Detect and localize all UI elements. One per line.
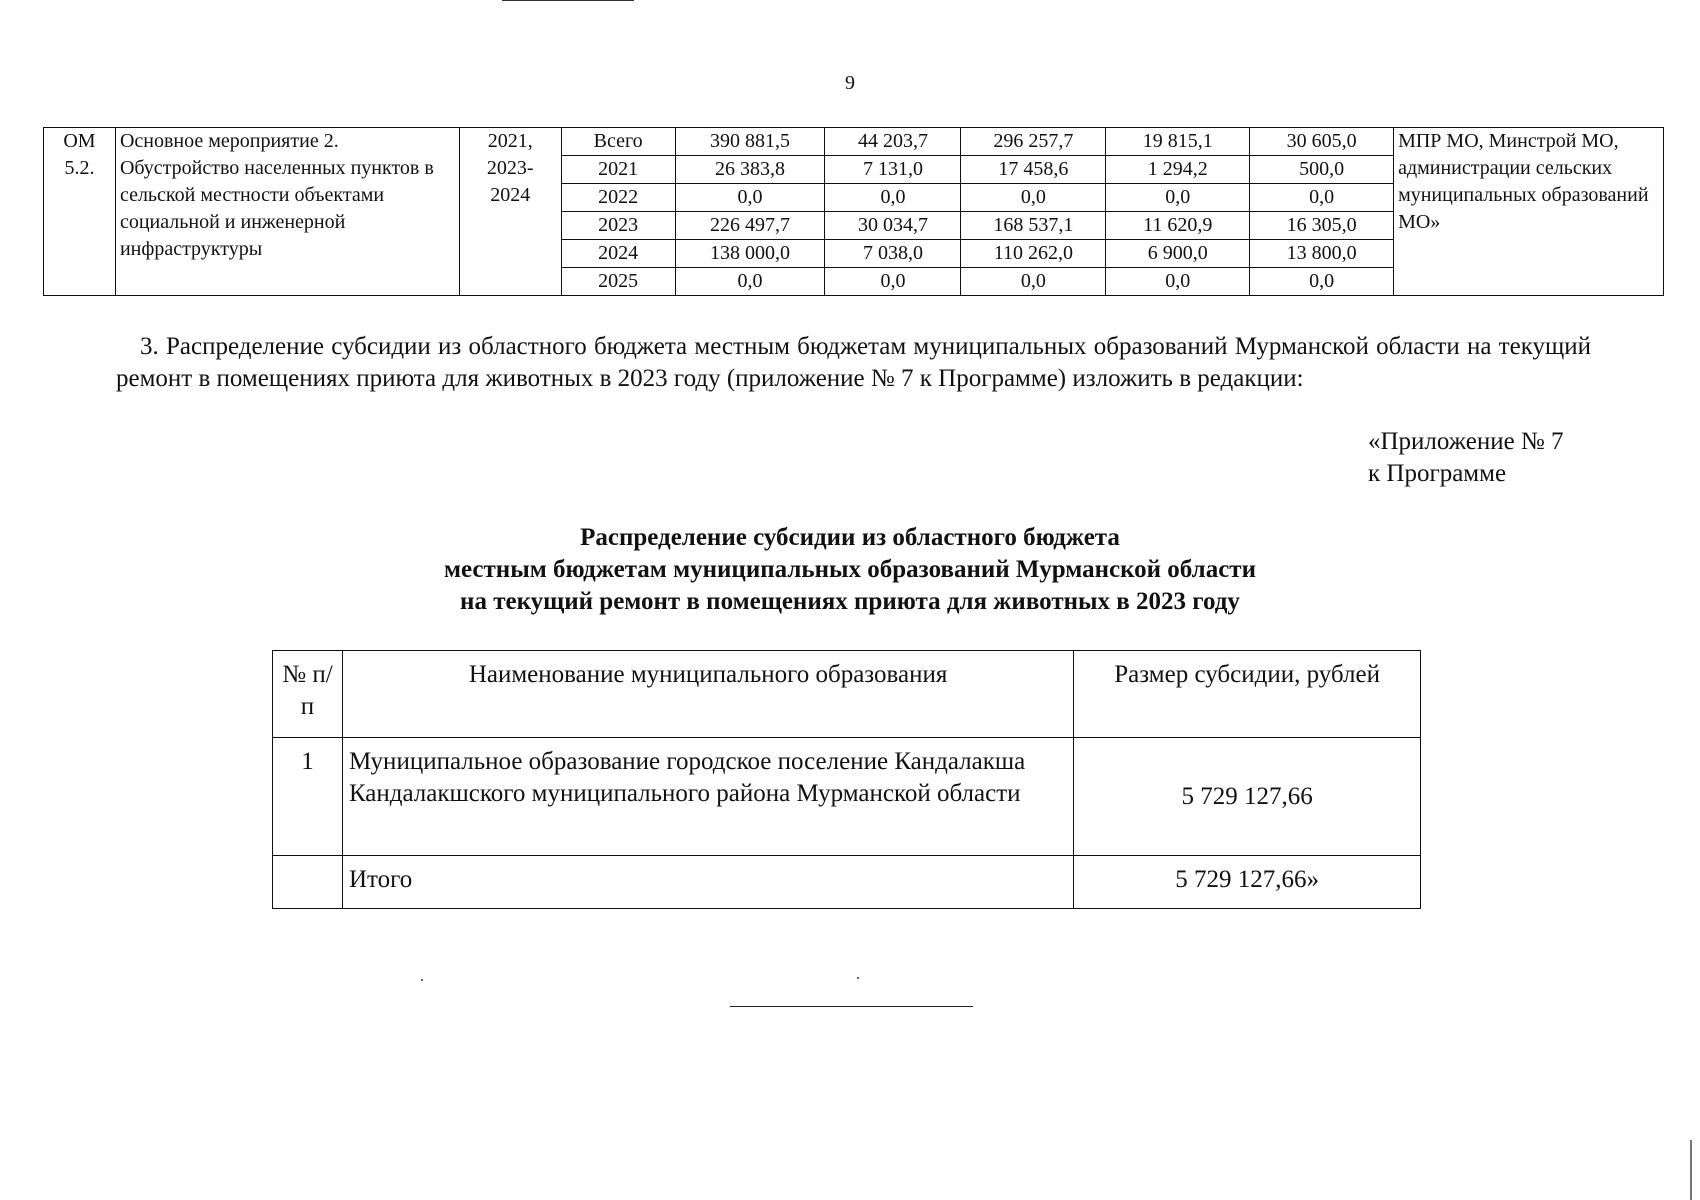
stray-dot	[421, 979, 423, 981]
table-header-row	[273, 651, 1421, 738]
value-cell: 138 000,0	[675, 240, 825, 268]
stray-dot	[857, 977, 859, 979]
year-cell: 2023	[561, 212, 675, 240]
bottom-rule	[730, 1006, 973, 1007]
header-num: № п/п	[273, 651, 343, 738]
value-cell: 390 881,5	[675, 128, 825, 156]
value-cell: 0,0	[825, 184, 961, 212]
year-cell: 2025	[561, 268, 675, 296]
header-amount: Размер субсидии, рублей	[1074, 651, 1421, 738]
value-cell: 7 038,0	[825, 240, 961, 268]
value-cell: 226 497,7	[675, 212, 825, 240]
amendment-paragraph: 3. Распределение субсидии из областного бюджета местным бюджетам муниципальных образований Мурманской области на текущий ремонт в помещениях приюта для животных в 2023 году (приложение № 7 к Программе) изложить в редакции:	[116, 333, 1591, 392]
value-cell: 30 605,0	[1250, 128, 1394, 156]
value-cell: 44 203,7	[825, 128, 961, 156]
value-cell: 26 383,8	[675, 156, 825, 184]
total-label: Итого	[342, 856, 1073, 909]
value-cell: 168 537,1	[961, 212, 1106, 240]
value-cell: 7 131,0	[825, 156, 961, 184]
program-executors: МПР МО, Минстрой МО, администрации сельских муниципальных образований МО»	[1394, 128, 1664, 296]
value-cell: 19 815,1	[1106, 128, 1250, 156]
year-cell: 2021	[561, 156, 675, 184]
page-number: 9	[845, 72, 855, 94]
value-cell: 0,0	[1106, 184, 1250, 212]
row-name: Муниципальное образование городское поселение Кандалакша Кандалакшского муниципального района Мурманской области	[342, 738, 1073, 856]
total-row	[273, 856, 1421, 909]
value-cell: 0,0	[961, 184, 1106, 212]
value-cell: 17 458,6	[961, 156, 1106, 184]
value-cell: 0,0	[1250, 184, 1394, 212]
year-cell: 2024	[561, 240, 675, 268]
value-cell: 16 305,0	[1250, 212, 1394, 240]
value-cell: 1 294,2	[1106, 156, 1250, 184]
value-cell: 6 900,0	[1106, 240, 1250, 268]
scan-edge-mark	[1690, 1140, 1692, 1200]
value-cell: 0,0	[1250, 268, 1394, 296]
value-cell: 0,0	[1106, 268, 1250, 296]
subsidy-table	[272, 650, 1421, 909]
row-num: 1	[273, 738, 343, 856]
header-name: Наименование муниципального образования	[342, 651, 1073, 738]
row-amount: 5 729 127,66	[1074, 738, 1421, 856]
appendix-reference: «Приложение № 7 к Программе	[1368, 428, 1564, 487]
value-cell: 0,0	[825, 268, 961, 296]
document-title: Распределение субсидии из областного бюджета местным бюджетам муниципальных образований Мурманской области на текущий ремонт в помещениях приюта для животных в 2023 году	[444, 524, 1256, 615]
program-description: Основное мероприятие 2. Обустройство населенных пунктов в сельской местности объектами социальной и инженерной инфраструктуры	[115, 128, 459, 296]
table-row	[273, 738, 1421, 856]
top-rule	[502, 0, 634, 1]
value-cell: 110 262,0	[961, 240, 1106, 268]
value-cell: 0,0	[961, 268, 1106, 296]
value-cell: 500,0	[1250, 156, 1394, 184]
program-code: ОМ 5.2.	[44, 128, 116, 296]
total-num	[273, 856, 343, 909]
program-table	[43, 127, 1664, 296]
program-period: 2021, 2023- 2024	[459, 128, 561, 296]
value-cell: 30 034,7	[825, 212, 961, 240]
value-cell: 0,0	[675, 184, 825, 212]
value-cell: 13 800,0	[1250, 240, 1394, 268]
value-cell: 0,0	[675, 268, 825, 296]
table-row	[44, 128, 1664, 156]
total-amount: 5 729 127,66»	[1074, 856, 1421, 909]
year-cell: Всего	[561, 128, 675, 156]
value-cell: 11 620,9	[1106, 212, 1250, 240]
value-cell: 296 257,7	[961, 128, 1106, 156]
year-cell: 2022	[561, 184, 675, 212]
